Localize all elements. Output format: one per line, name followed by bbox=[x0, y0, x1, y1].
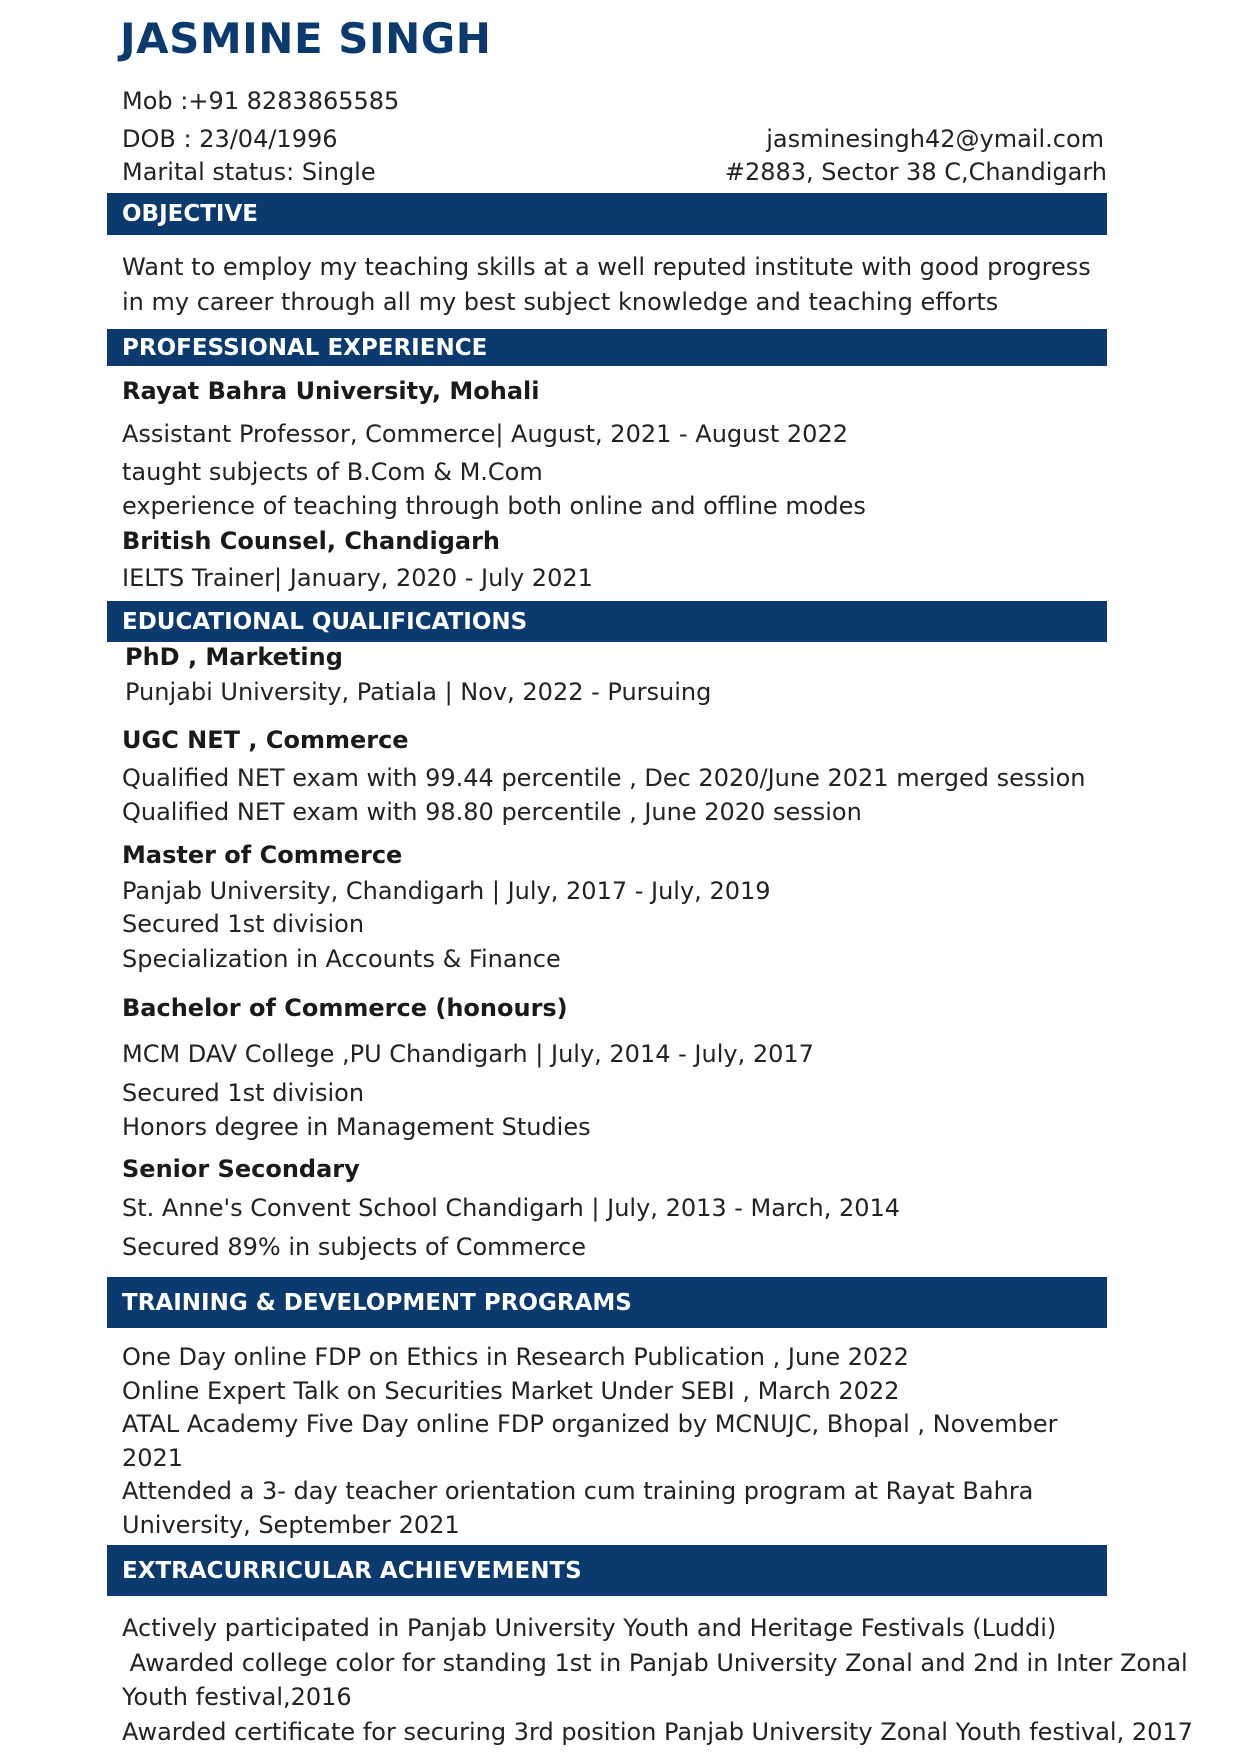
degree-detail: St. Anne's Convent School Chandigarh | July, 2013 - March, 2014 bbox=[122, 1194, 901, 1222]
degree-detail: Qualified NET exam with 98.80 percentile , June 2020 session bbox=[122, 798, 862, 826]
degree-title: Master of Commerce bbox=[122, 841, 403, 869]
objective-line: Want to employ my teaching skills at a well reputed institute with good progress bbox=[122, 253, 1091, 281]
degree-title: PhD , Marketing bbox=[125, 643, 343, 671]
degree-title: Bachelor of Commerce (honours) bbox=[122, 994, 568, 1022]
degree-title: Senior Secondary bbox=[122, 1155, 360, 1183]
degree-detail: Punjabi University, Patiala | Nov, 2022 - Pursuing bbox=[125, 678, 712, 706]
training-line: ATAL Academy Five Day online FDP organized by MCNUJC, Bhopal , November bbox=[122, 1410, 1058, 1438]
achievement-line: Awarded certificate for securing 3rd position Panjab University Zonal Youth festival, 2017 bbox=[122, 1718, 1193, 1746]
experience-heading: PROFESSIONAL EXPERIENCE bbox=[107, 329, 1107, 366]
training-line: Attended a 3- day teacher orientation cum training program at Rayat Bahra bbox=[122, 1477, 1034, 1505]
candidate-name: JASMINE SINGH bbox=[120, 14, 492, 63]
degree-detail: Qualified NET exam with 99.44 percentile , Dec 2020/June 2021 merged session bbox=[122, 764, 1086, 792]
objective-line: in my career through all my best subject knowledge and teaching efforts bbox=[122, 288, 999, 316]
job-detail: experience of teaching through both online and offline modes bbox=[122, 492, 866, 520]
degree-detail: Secured 1st division bbox=[122, 1079, 365, 1107]
job-detail: IELTS Trainer| January, 2020 - July 2021 bbox=[122, 564, 593, 592]
training-line: One Day online FDP on Ethics in Research Publication , June 2022 bbox=[122, 1343, 909, 1371]
achievement-line: Awarded college color for standing 1st in Panjab University Zonal and 2nd in Inter Zonal bbox=[122, 1649, 1188, 1677]
date-of-birth: DOB : 23/04/1996 bbox=[122, 125, 338, 153]
achievement-line: Actively participated in Panjab University Youth and Heritage Festivals (Luddi) bbox=[122, 1614, 1057, 1642]
mobile-number: Mob :+91 8283865585 bbox=[122, 87, 400, 115]
degree-detail: Specialization in Accounts & Finance bbox=[122, 945, 561, 973]
training-line: 2021 bbox=[122, 1444, 184, 1472]
job-organization: Rayat Bahra University, Mohali bbox=[122, 377, 540, 405]
objective-heading: OBJECTIVE bbox=[107, 193, 1107, 235]
job-detail: Assistant Professor, Commerce| August, 2021 - August 2022 bbox=[122, 420, 848, 448]
training-line: Online Expert Talk on Securities Market Under SEBI , March 2022 bbox=[122, 1377, 900, 1405]
training-heading: TRAINING & DEVELOPMENT PROGRAMS bbox=[107, 1277, 1107, 1328]
degree-title: UGC NET , Commerce bbox=[122, 726, 409, 754]
achievement-line: Youth festival,2016 bbox=[122, 1683, 352, 1711]
degree-detail: Secured 89% in subjects of Commerce bbox=[122, 1233, 587, 1261]
education-heading: EDUCATIONAL QUALIFICATIONS bbox=[107, 601, 1107, 642]
marital-status: Marital status: Single bbox=[122, 158, 376, 186]
job-detail: taught subjects of B.Com & M.Com bbox=[122, 458, 543, 486]
postal-address: #2883, Sector 38 C,Chandigarh bbox=[724, 158, 1107, 186]
email-address: jasminesingh42@ymail.com bbox=[766, 125, 1104, 153]
extracurricular-heading: EXTRACURRICULAR ACHIEVEMENTS bbox=[107, 1545, 1107, 1596]
degree-detail: Panjab University, Chandigarh | July, 2017 - July, 2019 bbox=[122, 877, 771, 905]
degree-detail: MCM DAV College ,PU Chandigarh | July, 2014 - July, 2017 bbox=[122, 1040, 814, 1068]
degree-detail: Secured 1st division bbox=[122, 910, 365, 938]
job-organization: British Counsel, Chandigarh bbox=[122, 527, 500, 555]
degree-detail: Honors degree in Management Studies bbox=[122, 1113, 591, 1141]
training-line: University, September 2021 bbox=[122, 1511, 460, 1539]
